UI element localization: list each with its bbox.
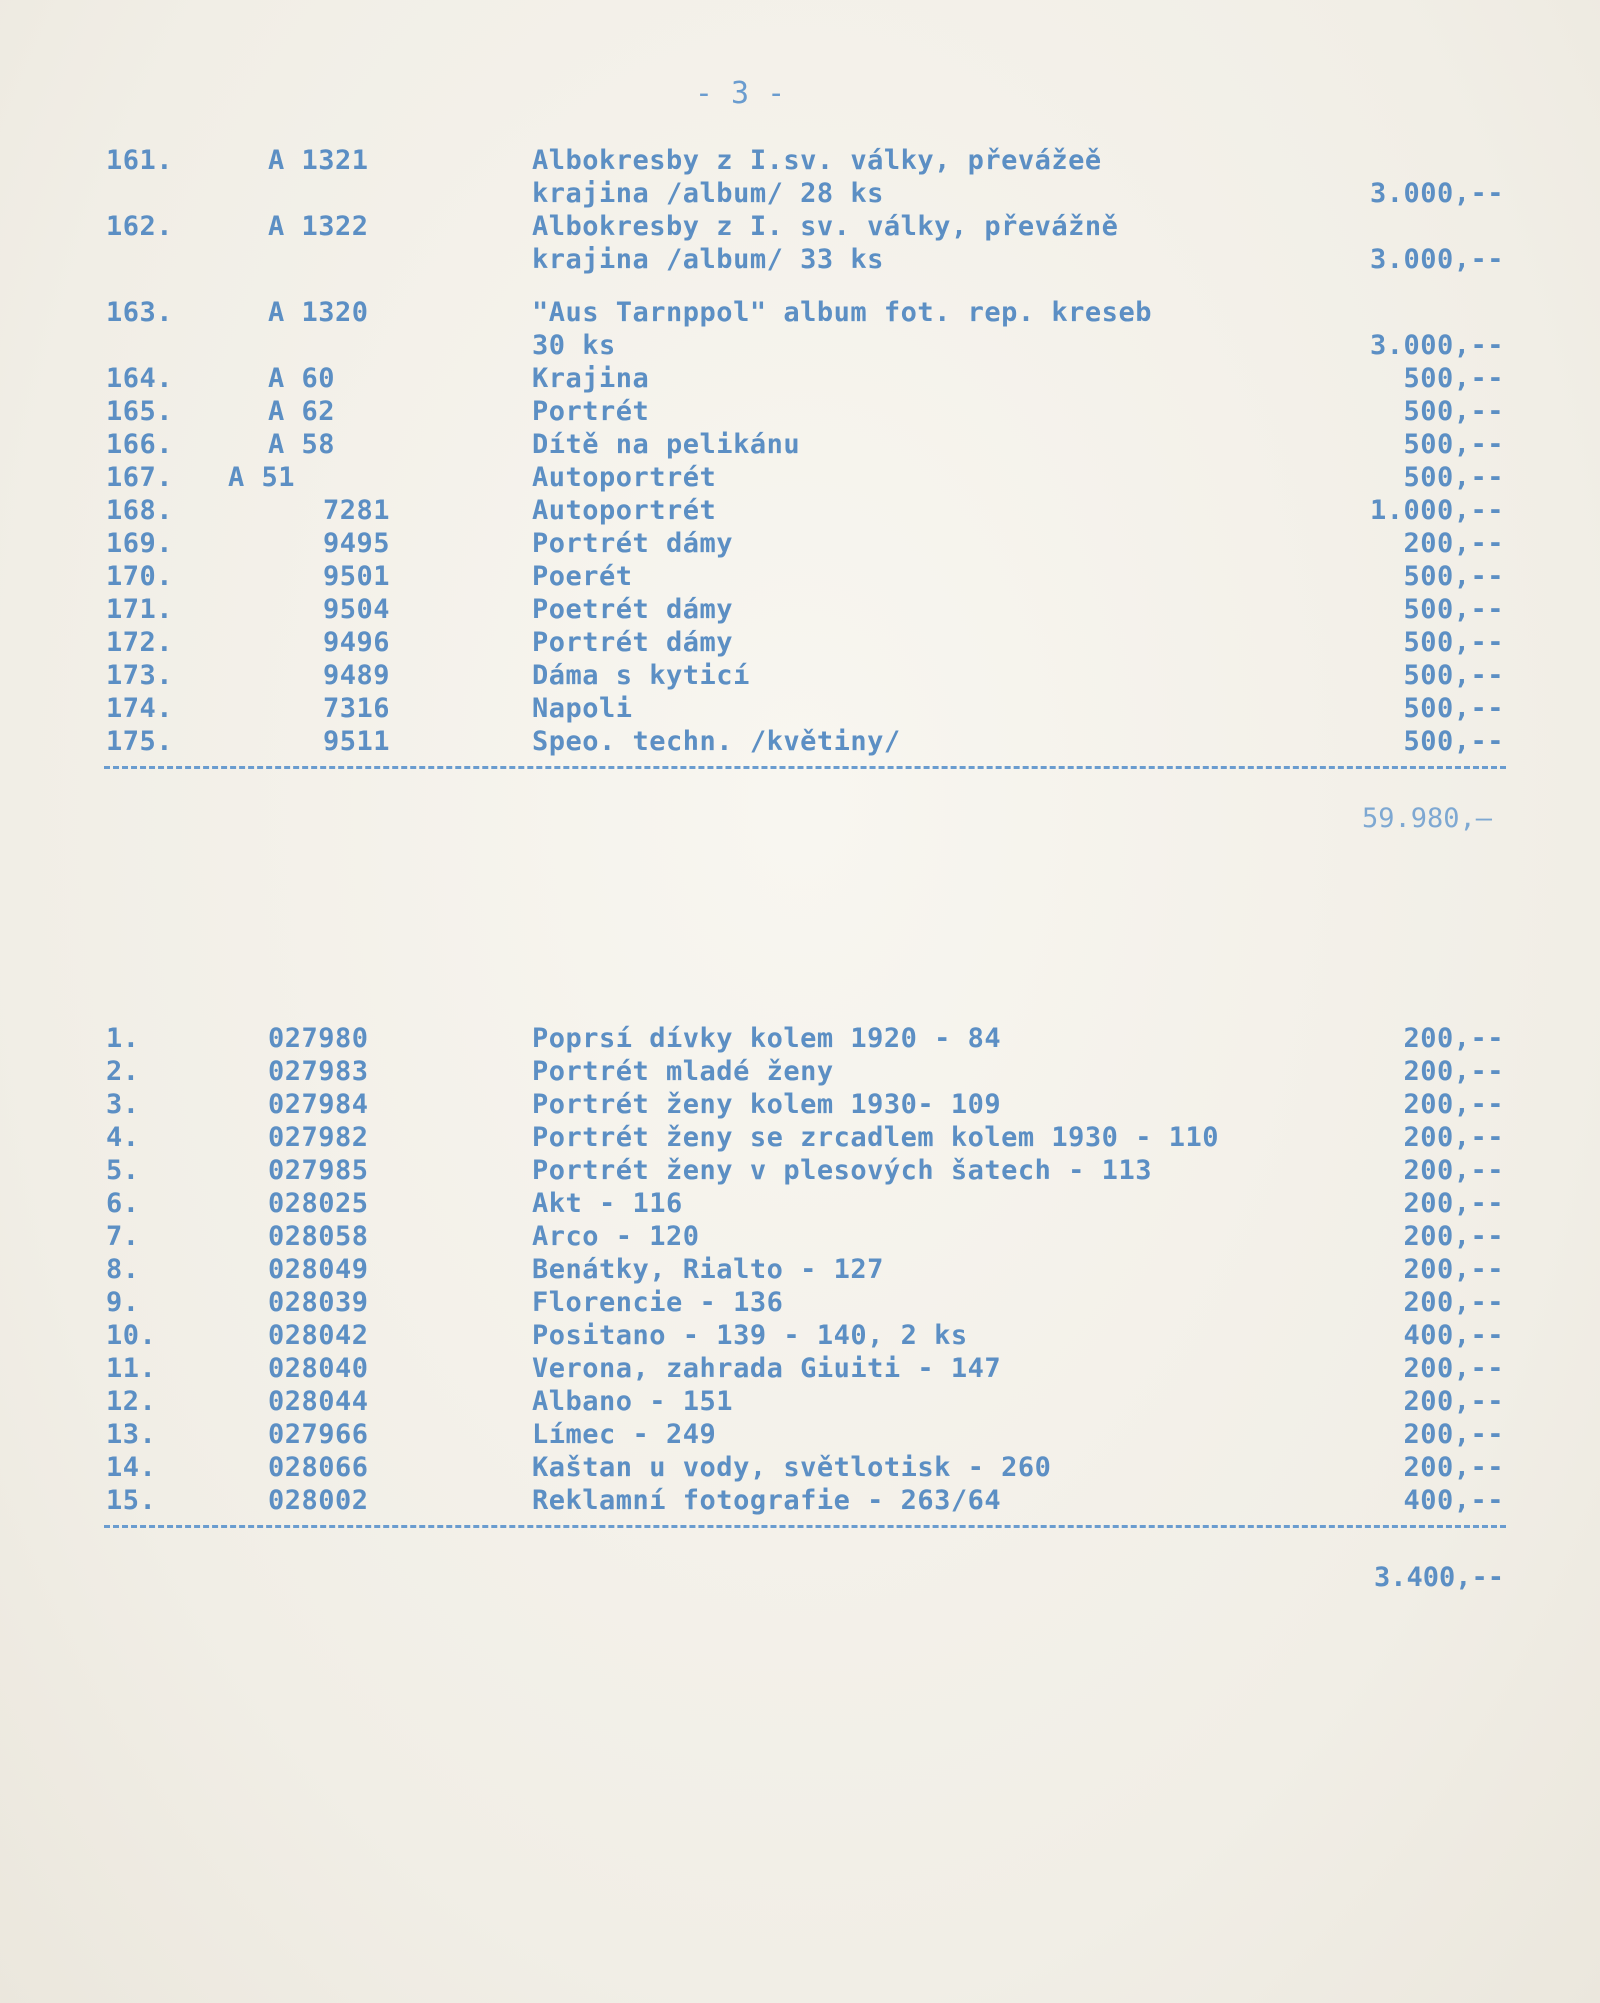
- item-price: 200,--: [1403, 1023, 1504, 1054]
- inventory-number: A 58: [268, 429, 336, 460]
- item-description: Portrét mladé ženy: [532, 1056, 834, 1087]
- item-price: 500,--: [1403, 594, 1504, 625]
- list-item: [0, 1319, 1600, 1352]
- inventory-number: 9504: [322, 594, 390, 625]
- list-item: [0, 1088, 1600, 1121]
- item-price: 400,--: [1403, 1320, 1504, 1351]
- item-description: Albokresby z I. sv. války, převážně krajina /album/ 33 ks: [532, 211, 1119, 275]
- item-number: 168.: [106, 495, 174, 526]
- item-price: 200,--: [1403, 1386, 1504, 1417]
- item-price: 200,--: [1403, 1419, 1504, 1450]
- item-description: Arco - 120: [532, 1221, 700, 1252]
- list-item: [0, 560, 1600, 593]
- inventory-list-1: [0, 144, 1600, 834]
- item-number: 3.: [106, 1089, 140, 1120]
- inventory-number: 9496: [322, 627, 390, 658]
- item-number: 4.: [106, 1122, 140, 1153]
- item-price: 500,--: [1403, 561, 1504, 592]
- inventory-number: 028025: [268, 1188, 369, 1219]
- item-price: 200,--: [1403, 1353, 1504, 1384]
- inventory-number: 9511: [322, 726, 390, 757]
- item-price: 200,--: [1403, 1287, 1504, 1318]
- item-description: Dítě na pelikánu: [532, 429, 801, 460]
- inventory-number: A 60: [268, 363, 336, 394]
- item-price: 200,--: [1403, 1188, 1504, 1219]
- item-number: 5.: [106, 1155, 140, 1186]
- item-number: 170.: [106, 561, 174, 592]
- item-number: 167.: [106, 462, 174, 493]
- item-description: Límec - 249: [532, 1419, 717, 1450]
- item-description: Napoli: [532, 693, 633, 724]
- item-price: 200,--: [1403, 528, 1504, 559]
- inventory-number: 028049: [268, 1254, 369, 1285]
- list-item: [0, 362, 1600, 395]
- item-description: Portrét dámy: [532, 627, 734, 658]
- inventory-number: 028066: [268, 1452, 369, 1483]
- item-price: 500,--: [1403, 627, 1504, 658]
- list-item: [0, 593, 1600, 626]
- item-description: Albokresby z I.sv. války, převážeě krajina /album/ 28 ks: [532, 145, 1102, 209]
- inventory-number: 9501: [322, 561, 390, 592]
- list-item: [0, 1286, 1600, 1319]
- item-number: 162.: [106, 211, 174, 242]
- item-description: Autoportrét: [532, 462, 717, 493]
- item-price: 200,--: [1403, 1089, 1504, 1120]
- item-number: 9.: [106, 1287, 140, 1318]
- item-price: 500,--: [1403, 363, 1504, 394]
- inventory-number: 9495: [322, 528, 390, 559]
- list-item: [0, 659, 1600, 692]
- inventory-number: 027984: [268, 1089, 369, 1120]
- page-number: - 3 -: [694, 76, 786, 111]
- item-number: 13.: [106, 1419, 157, 1450]
- item-price: 3.000,--: [1369, 178, 1504, 209]
- item-number: 166.: [106, 429, 174, 460]
- inventory-number: A 51: [228, 462, 296, 493]
- inventory-number: 027966: [268, 1419, 369, 1450]
- inventory-number: 028002: [268, 1485, 369, 1516]
- item-number: 8.: [106, 1254, 140, 1285]
- list-item: [0, 1385, 1600, 1418]
- list-item: [0, 692, 1600, 725]
- item-description: Portrét: [532, 396, 650, 427]
- item-description: Poerét: [532, 561, 633, 592]
- list-item: [0, 1418, 1600, 1451]
- item-description: Albano - 151: [532, 1386, 734, 1417]
- item-description: Florencie - 136: [532, 1287, 784, 1318]
- list-item: [0, 494, 1600, 527]
- item-description: Portrét ženy kolem 1930- 109: [532, 1089, 1002, 1120]
- item-description: "Aus Tarnppol" album fot. rep. kreseb 30 ks: [532, 297, 1152, 361]
- item-number: 12.: [106, 1386, 157, 1417]
- item-description: Benátky, Rialto - 127: [532, 1254, 884, 1285]
- item-price: 200,--: [1403, 1254, 1504, 1285]
- list-item: [0, 1121, 1600, 1154]
- section-total: [0, 1528, 1600, 1593]
- inventory-list-2: [0, 1022, 1600, 1593]
- inventory-number: 028058: [268, 1221, 369, 1252]
- list-item: [0, 1154, 1600, 1187]
- list-item: [0, 144, 1600, 210]
- item-number: 172.: [106, 627, 174, 658]
- item-number: 1.: [106, 1023, 140, 1054]
- list-item: [0, 1022, 1600, 1055]
- inventory-number: 028044: [268, 1386, 369, 1417]
- item-price: 1.000,--: [1369, 495, 1504, 526]
- item-price: 3.000,--: [1369, 330, 1504, 361]
- item-price: 500,--: [1403, 726, 1504, 757]
- item-number: 164.: [106, 363, 174, 394]
- item-description: Reklamní fotografie - 263/64: [532, 1485, 1002, 1516]
- item-number: 15.: [106, 1485, 157, 1516]
- list-item: [0, 1187, 1600, 1220]
- inventory-number: A 62: [268, 396, 336, 427]
- inventory-number: 9489: [322, 660, 390, 691]
- inventory-number: 028040: [268, 1353, 369, 1384]
- item-description: Kaštan u vody, světlotisk - 260: [532, 1452, 1052, 1483]
- item-description: Dáma s kyticí: [532, 660, 750, 691]
- item-description: Portrét ženy se zrcadlem kolem 1930 - 110: [532, 1122, 1219, 1153]
- list-item: [0, 1055, 1600, 1088]
- inventory-number: 7316: [322, 693, 390, 724]
- list-item: [0, 1484, 1600, 1517]
- list-item: [0, 1220, 1600, 1253]
- inventory-number: 7281: [322, 495, 390, 526]
- item-number: 10.: [106, 1320, 157, 1351]
- item-price: 500,--: [1403, 396, 1504, 427]
- item-number: 171.: [106, 594, 174, 625]
- item-number: 163.: [106, 297, 174, 328]
- list-item: [0, 626, 1600, 659]
- item-number: 161.: [106, 145, 174, 176]
- item-price: 200,--: [1403, 1122, 1504, 1153]
- list-item: [0, 1253, 1600, 1286]
- inventory-number: 027982: [268, 1122, 369, 1153]
- item-price: 3.000,--: [1369, 244, 1504, 275]
- item-number: 2.: [106, 1056, 140, 1087]
- list-item: [0, 527, 1600, 560]
- item-description: Krajina: [532, 363, 650, 394]
- item-description: Portrét dámy: [532, 528, 734, 559]
- item-description: Speo. techn. /květiny/: [532, 726, 901, 757]
- item-price: 500,--: [1403, 462, 1504, 493]
- list-item: [0, 461, 1600, 494]
- item-number: 6.: [106, 1188, 140, 1219]
- item-price: 500,--: [1403, 660, 1504, 691]
- item-number: 174.: [106, 693, 174, 724]
- list-item: [0, 725, 1600, 758]
- item-number: 169.: [106, 528, 174, 559]
- item-description: Autoportrét: [532, 495, 717, 526]
- item-price: 500,--: [1403, 429, 1504, 460]
- item-price: 200,--: [1403, 1155, 1504, 1186]
- inventory-number: 027980: [268, 1023, 369, 1054]
- inventory-number: 027983: [268, 1056, 369, 1087]
- inventory-number: 027985: [268, 1155, 369, 1186]
- item-description: Akt - 116: [532, 1188, 683, 1219]
- item-number: 7.: [106, 1221, 140, 1252]
- inventory-number: A 1322: [268, 211, 369, 242]
- list-item: [0, 1451, 1600, 1484]
- list-item: [0, 395, 1600, 428]
- item-description: Poprsí dívky kolem 1920 - 84: [532, 1023, 1002, 1054]
- inventory-number: A 1321: [268, 145, 369, 176]
- item-price: 500,--: [1403, 693, 1504, 724]
- total-value: 3.400,--: [1373, 1562, 1504, 1593]
- item-number: 11.: [106, 1353, 157, 1384]
- list-item: [0, 428, 1600, 461]
- item-number: 165.: [106, 396, 174, 427]
- item-number: 14.: [106, 1452, 157, 1483]
- item-price: 400,--: [1403, 1485, 1504, 1516]
- list-item: [0, 296, 1600, 362]
- item-price: 200,--: [1403, 1452, 1504, 1483]
- item-number: 173.: [106, 660, 174, 691]
- item-description: Positano - 139 - 140, 2 ks: [532, 1320, 968, 1351]
- total-value: 59.980,—: [1361, 803, 1492, 834]
- inventory-number: 028042: [268, 1320, 369, 1351]
- list-item: [0, 210, 1600, 276]
- inventory-number: A 1320: [268, 297, 369, 328]
- item-number: 175.: [106, 726, 174, 757]
- inventory-number: 028039: [268, 1287, 369, 1318]
- section-total: [0, 769, 1600, 834]
- item-price: 200,--: [1403, 1056, 1504, 1087]
- item-description: Verona, zahrada Giuiti - 147: [532, 1353, 1002, 1384]
- list-item: [0, 1352, 1600, 1385]
- item-description: Poetrét dámy: [532, 594, 734, 625]
- item-price: 200,--: [1403, 1221, 1504, 1252]
- item-description: Portrét ženy v plesových šatech - 113: [532, 1155, 1152, 1186]
